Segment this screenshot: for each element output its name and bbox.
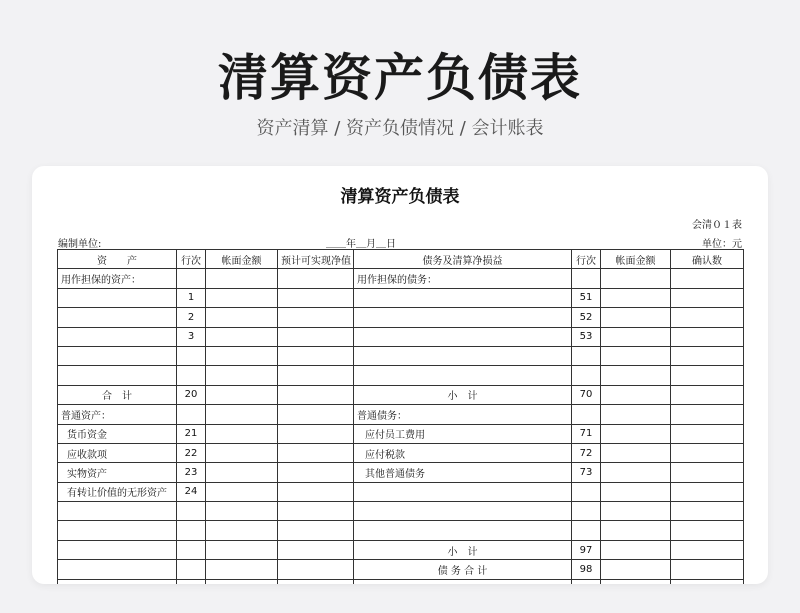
cell-liability-book-value[interactable]: [601, 482, 671, 501]
cell-liability-confirmed[interactable]: [671, 269, 744, 288]
cell-liability-line-no[interactable]: [572, 269, 601, 288]
table-row: [58, 579, 744, 584]
header-liabilities: 债务及清算净损益: [354, 250, 572, 269]
cell-asset-line-no[interactable]: 24: [177, 482, 206, 501]
cell-asset-line-no[interactable]: [177, 579, 206, 584]
form-meta: [58, 235, 742, 249]
cell-asset-book-value[interactable]: [206, 463, 278, 482]
cell-asset-name[interactable]: [58, 502, 177, 521]
cell-asset-line-no[interactable]: 22: [177, 443, 206, 462]
cell-asset-name[interactable]: 用作担保的资产：: [58, 269, 177, 288]
cell-liability-name[interactable]: [354, 288, 572, 307]
cell-asset-line-no[interactable]: [177, 521, 206, 540]
cell-asset-line-no[interactable]: 1: [177, 288, 206, 307]
table-row: [58, 269, 744, 288]
cell-asset-realizable-value[interactable]: [278, 560, 354, 579]
cell-liability-line-no[interactable]: 70: [572, 385, 601, 404]
cell-liability-name[interactable]: [354, 327, 572, 346]
cell-liability-line-no[interactable]: [572, 502, 601, 521]
cell-asset-line-no[interactable]: [177, 269, 206, 288]
header-line-no: 行次: [572, 250, 601, 269]
cell-asset-line-no[interactable]: [177, 366, 206, 385]
cell-liability-book-value[interactable]: [601, 366, 671, 385]
cell-liability-name[interactable]: 债 务 合 计: [354, 560, 572, 579]
cell-liability-name[interactable]: [354, 308, 572, 327]
header-confirmed-amount: 确认数: [671, 250, 744, 269]
cell-liability-name[interactable]: [354, 579, 572, 584]
cell-asset-name[interactable]: [58, 560, 177, 579]
cell-liability-book-value[interactable]: [601, 288, 671, 307]
cell-asset-realizable-value[interactable]: [278, 366, 354, 385]
cell-asset-name[interactable]: [58, 327, 177, 346]
cell-asset-realizable-value[interactable]: [278, 579, 354, 584]
table-row: [58, 560, 744, 579]
page-title: 清算资产负债表: [218, 49, 582, 107]
cell-liability-book-value[interactable]: [601, 405, 671, 424]
cell-liability-confirmed[interactable]: [671, 308, 744, 327]
cell-asset-name[interactable]: 货币资金: [58, 424, 177, 443]
cell-asset-realizable-value[interactable]: [278, 482, 354, 501]
table-row: [58, 502, 744, 521]
cell-asset-name[interactable]: [58, 346, 177, 365]
form-title: 清算资产负债表: [340, 187, 460, 207]
cell-asset-name[interactable]: 普通资产：: [58, 405, 177, 424]
cell-asset-line-no[interactable]: [177, 540, 206, 559]
cell-liability-book-value[interactable]: [601, 579, 671, 584]
cell-liability-book-value[interactable]: [601, 443, 671, 462]
cell-asset-realizable-value[interactable]: [278, 540, 354, 559]
cell-liability-book-value[interactable]: [601, 327, 671, 346]
cell-asset-realizable-value[interactable]: [278, 424, 354, 443]
table-row: [58, 366, 744, 385]
cell-liability-name[interactable]: [354, 366, 572, 385]
cell-liability-confirmed[interactable]: [671, 560, 744, 579]
cell-liability-book-value[interactable]: [601, 424, 671, 443]
cell-asset-line-no[interactable]: 3: [177, 327, 206, 346]
cell-liability-name[interactable]: 应付员工费用: [354, 424, 572, 443]
cell-liability-line-no[interactable]: 97: [572, 540, 601, 559]
cell-asset-book-value[interactable]: [206, 560, 278, 579]
cell-asset-book-value[interactable]: [206, 521, 278, 540]
cell-asset-line-no[interactable]: [177, 346, 206, 365]
cell-asset-realizable-value[interactable]: [278, 346, 354, 365]
table-row: [58, 482, 744, 501]
cell-liability-book-value[interactable]: [601, 463, 671, 482]
cell-asset-line-no[interactable]: 23: [177, 463, 206, 482]
cell-asset-realizable-value[interactable]: [278, 521, 354, 540]
cell-asset-realizable-value[interactable]: [278, 308, 354, 327]
table-row: [58, 405, 744, 424]
cell-liability-line-no[interactable]: 73: [572, 463, 601, 482]
cell-liability-name[interactable]: 应付税款: [354, 443, 572, 462]
cell-asset-book-value[interactable]: [206, 424, 278, 443]
cell-liability-confirmed[interactable]: [671, 385, 744, 404]
cell-asset-realizable-value[interactable]: [278, 327, 354, 346]
cell-asset-realizable-value[interactable]: [278, 502, 354, 521]
cell-asset-book-value[interactable]: [206, 540, 278, 559]
cell-asset-book-value[interactable]: [206, 502, 278, 521]
table-row: [58, 463, 744, 482]
cell-liability-confirmed[interactable]: [671, 521, 744, 540]
table-row: [58, 540, 744, 559]
cell-asset-book-value[interactable]: [206, 366, 278, 385]
cell-liability-confirmed[interactable]: [671, 502, 744, 521]
cell-liability-name[interactable]: [354, 502, 572, 521]
cell-asset-realizable-value[interactable]: [278, 288, 354, 307]
cell-liability-confirmed[interactable]: [671, 579, 744, 584]
cell-asset-name[interactable]: [58, 521, 177, 540]
cell-asset-book-value[interactable]: [206, 405, 278, 424]
balance-sheet-table: [57, 249, 744, 584]
cell-liability-line-no[interactable]: 51: [572, 288, 601, 307]
cell-asset-line-no[interactable]: [177, 502, 206, 521]
org-label: 编制单位:: [58, 239, 102, 250]
table-row: [58, 346, 744, 365]
date-label: ＿＿年＿月＿日: [326, 239, 396, 250]
table-row: [58, 308, 744, 327]
cell-asset-book-value[interactable]: [206, 346, 278, 365]
cell-asset-name[interactable]: 实物资产: [58, 463, 177, 482]
cell-asset-line-no[interactable]: 21: [177, 424, 206, 443]
cell-asset-name[interactable]: [58, 579, 177, 584]
cell-asset-realizable-value[interactable]: [278, 385, 354, 404]
cell-liability-line-no[interactable]: 71: [572, 424, 601, 443]
cell-liability-line-no[interactable]: 52: [572, 308, 601, 327]
table-body: [58, 269, 744, 584]
cell-asset-realizable-value[interactable]: [278, 443, 354, 462]
cell-asset-name[interactable]: [58, 540, 177, 559]
cell-asset-book-value[interactable]: [206, 308, 278, 327]
cell-liability-book-value[interactable]: [601, 502, 671, 521]
header-book-value: 帐面金额: [601, 250, 671, 269]
cell-liability-name[interactable]: 普通债务：: [354, 405, 572, 424]
cell-liability-line-no[interactable]: 53: [572, 327, 601, 346]
cell-asset-name[interactable]: 合 计: [58, 385, 177, 404]
table-row: [58, 521, 744, 540]
form-card: [32, 166, 768, 584]
cell-liability-line-no[interactable]: 72: [572, 443, 601, 462]
cell-asset-realizable-value[interactable]: [278, 405, 354, 424]
page-subtitle: 资产清算 / 资产负债情况 / 会计账表: [256, 118, 544, 139]
cell-asset-name[interactable]: [58, 288, 177, 307]
cell-liability-book-value[interactable]: [601, 521, 671, 540]
cell-asset-book-value[interactable]: [206, 385, 278, 404]
cell-liability-name[interactable]: 其他普通债务: [354, 463, 572, 482]
cell-asset-name[interactable]: 应收款项: [58, 443, 177, 462]
cell-asset-realizable-value[interactable]: [278, 269, 354, 288]
cell-liability-confirmed[interactable]: [671, 346, 744, 365]
cell-liability-line-no[interactable]: [572, 366, 601, 385]
cell-liability-name[interactable]: 小 计: [354, 540, 572, 559]
table-header-row: [58, 250, 744, 269]
cell-liability-line-no[interactable]: [572, 521, 601, 540]
cell-liability-book-value[interactable]: [601, 385, 671, 404]
cell-liability-book-value[interactable]: [601, 269, 671, 288]
cell-liability-name[interactable]: [354, 346, 572, 365]
cell-asset-book-value[interactable]: [206, 288, 278, 307]
cell-asset-book-value[interactable]: [206, 269, 278, 288]
cell-asset-line-no[interactable]: 20: [177, 385, 206, 404]
cell-asset-line-no[interactable]: 2: [177, 308, 206, 327]
cell-liability-line-no[interactable]: [572, 405, 601, 424]
cell-liability-name[interactable]: 小 计: [354, 385, 572, 404]
table-row: [58, 327, 744, 346]
cell-asset-book-value[interactable]: [206, 443, 278, 462]
header-realizable-value: 预计可实现净值: [278, 250, 354, 269]
cell-liability-confirmed[interactable]: [671, 540, 744, 559]
cell-liability-confirmed[interactable]: [671, 443, 744, 462]
cell-liability-name[interactable]: [354, 482, 572, 501]
unit-label: 单位：元: [702, 239, 742, 250]
cell-asset-line-no[interactable]: [177, 560, 206, 579]
cell-liability-line-no[interactable]: [572, 579, 601, 584]
cell-liability-line-no[interactable]: [572, 482, 601, 501]
cell-asset-book-value[interactable]: [206, 482, 278, 501]
cell-liability-line-no[interactable]: [572, 346, 601, 365]
cell-liability-confirmed[interactable]: [671, 482, 744, 501]
cell-liability-confirmed[interactable]: [671, 405, 744, 424]
cell-asset-name[interactable]: [58, 308, 177, 327]
form-code: 会清０１表: [692, 220, 742, 231]
table-row: [58, 443, 744, 462]
cell-liability-book-value[interactable]: [601, 308, 671, 327]
cell-liability-name[interactable]: 用作担保的债务：: [354, 269, 572, 288]
cell-liability-confirmed[interactable]: [671, 463, 744, 482]
cell-asset-book-value[interactable]: [206, 327, 278, 346]
table-row: [58, 288, 744, 307]
header-book-value: 帐面金额: [206, 250, 278, 269]
table-row: [58, 424, 744, 443]
cell-liability-book-value[interactable]: [601, 346, 671, 365]
cell-liability-name[interactable]: [354, 521, 572, 540]
header-line-no: 行次: [177, 250, 206, 269]
cell-liability-book-value[interactable]: [601, 560, 671, 579]
cell-asset-realizable-value[interactable]: [278, 463, 354, 482]
cell-liability-line-no[interactable]: 98: [572, 560, 601, 579]
header-assets: 资 产: [58, 250, 177, 269]
cell-liability-confirmed[interactable]: [671, 366, 744, 385]
table-row: [58, 385, 744, 404]
cell-asset-name[interactable]: [58, 366, 177, 385]
cell-liability-confirmed[interactable]: [671, 288, 744, 307]
cell-asset-name[interactable]: 有转让价值的无形资产: [58, 482, 177, 501]
cell-asset-line-no[interactable]: [177, 405, 206, 424]
cell-asset-book-value[interactable]: [206, 579, 278, 584]
cell-liability-confirmed[interactable]: [671, 424, 744, 443]
cell-liability-book-value[interactable]: [601, 540, 671, 559]
cell-liability-confirmed[interactable]: [671, 327, 744, 346]
